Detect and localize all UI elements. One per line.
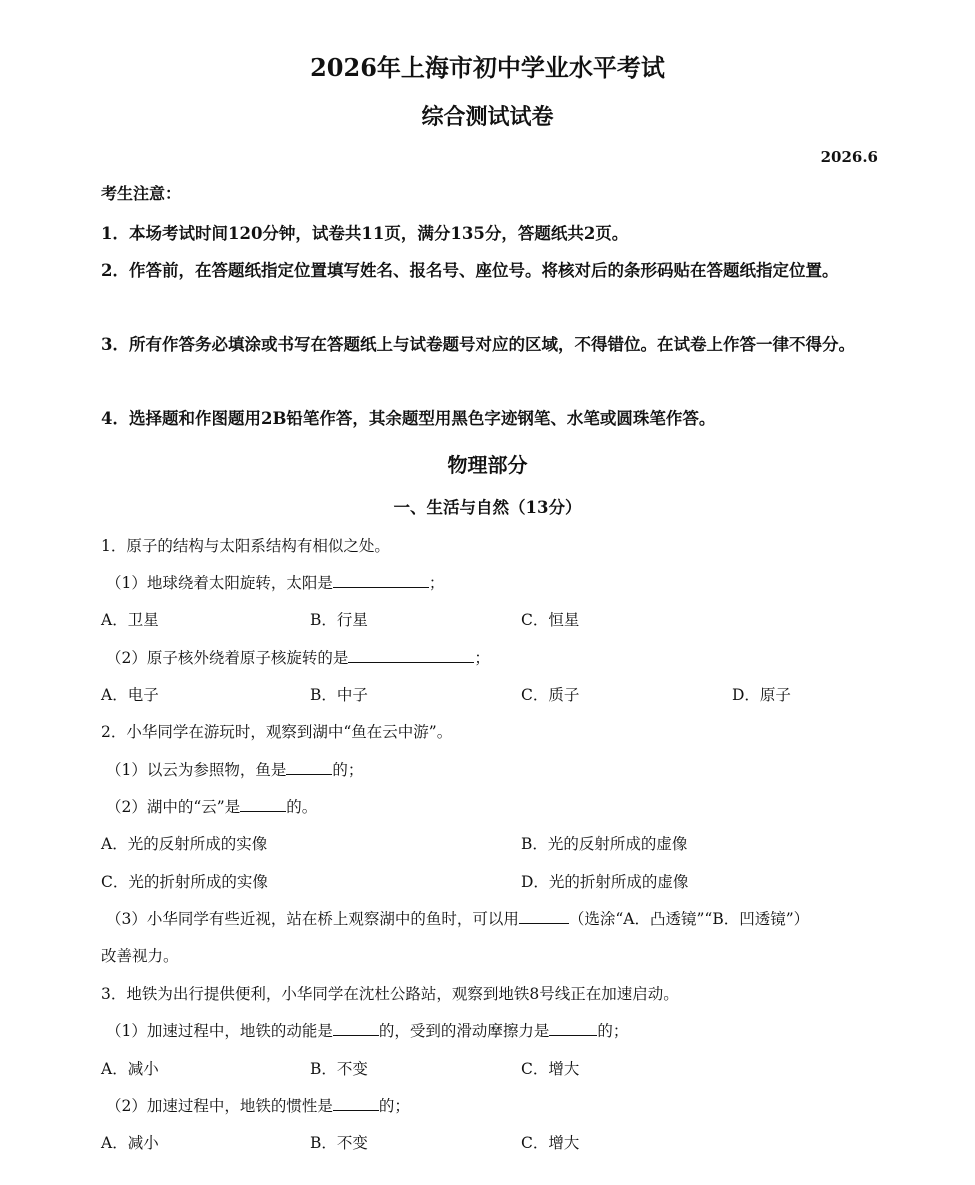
- q1-part2: [106, 646, 490, 668]
- q3-part1-mid: 的，受到的滑动摩擦力是: [378, 1022, 550, 1040]
- q3-part2-option-b: B．不变: [310, 1134, 368, 1152]
- notice-item-2: 2．作答前，在答题纸指定位置填写姓名、报名号、座位号。将核对后的条形码贴在答题纸指定位置。: [101, 261, 839, 280]
- q2-option-d: D．光的折射所成的虚像: [521, 873, 689, 891]
- answer-blank[interactable]: [240, 795, 286, 812]
- q3-part1: [106, 1019, 628, 1041]
- q2-part3-text: （3）小华同学有些近视，站在桥上观察湖中的鱼时，可以用: [106, 910, 519, 928]
- notice-heading: 考生注意：: [101, 184, 182, 203]
- q3-part2: [106, 1094, 410, 1116]
- notice-item-1: 1．本场考试时间120分钟，试卷共11页，满分135分，答题纸共2页。: [101, 224, 629, 243]
- answer-blank[interactable]: [286, 758, 332, 775]
- exam-subtitle: 综合测试试卷: [421, 104, 554, 130]
- q3-part1-option-c: C．增大: [521, 1060, 580, 1078]
- q1-part1-option-c: C．恒星: [521, 611, 580, 629]
- q3-part1-option-b: B．不变: [310, 1060, 368, 1078]
- q3-part1-option-a: A．减小: [101, 1060, 159, 1078]
- q1-part2-option-a: A．电子: [101, 686, 159, 704]
- q2-option-a: A．光的反射所成的实像: [101, 835, 268, 853]
- q1-stem: 1．原子的结构与太阳系结构有相似之处。: [101, 537, 390, 555]
- q3-part1-end: 的；: [597, 1022, 629, 1040]
- q1-part1-option-a: A．卫星: [101, 611, 159, 629]
- q2-part3-end: （选涂“A．凸透镜”“B．凹透镜”）: [568, 910, 810, 928]
- q2-part1-end: 的；: [332, 761, 364, 779]
- q1-part2-text: （2）原子核外绕着原子核旋转的是: [106, 649, 349, 667]
- exam-date: 2026.6: [820, 148, 878, 166]
- q3-part2-end: 的；: [378, 1097, 410, 1115]
- q2-stem: 2．小华同学在游玩时，观察到湖中“鱼在云中游”。: [101, 723, 453, 741]
- q3-part2-option-c: C．增大: [521, 1134, 580, 1152]
- answer-blank[interactable]: [333, 1019, 379, 1036]
- q2-part1: [106, 758, 363, 780]
- answer-blank[interactable]: [348, 646, 474, 663]
- answer-blank[interactable]: [333, 1094, 379, 1111]
- q1-part2-option-b: B．中子: [310, 686, 368, 704]
- q1-part1-option-b: B．行星: [310, 611, 368, 629]
- q1-part2-option-d: D．原子: [732, 686, 791, 704]
- q2-option-c: C．光的折射所成的实像: [101, 873, 268, 891]
- q1-part1-end: ；: [428, 574, 445, 592]
- exam-title: 2026年上海市初中学业水平考试: [310, 53, 665, 82]
- q1-part2-end: ；: [474, 649, 490, 667]
- q2-option-b: B．光的反射所成的虚像: [521, 835, 688, 853]
- q1-part1: [106, 571, 444, 593]
- q3-stem: 3．地铁为出行提供便利，小华同学在沈杜公路站，观察到地铁8号线正在加速启动。: [101, 985, 679, 1003]
- q1-part2-option-c: C．质子: [521, 686, 580, 704]
- q2-part3-continuation: 改善视力。: [101, 947, 179, 965]
- q1-part1-text: （1）地球绕着太阳旋转，太阳是: [106, 574, 333, 592]
- q2-part2-end: 的。: [286, 798, 318, 816]
- answer-blank[interactable]: [549, 1019, 597, 1036]
- q2-part2-text: （2）湖中的“云”是: [106, 798, 241, 816]
- q3-part2-option-a: A．减小: [101, 1134, 159, 1152]
- q2-part1-text: （1）以云为参照物，鱼是: [106, 761, 287, 779]
- notice-item-3: 3．所有作答务必填涂或书写在答题纸上与试卷题号对应的区域，不得错位。在试卷上作答一律不得分。: [101, 335, 855, 354]
- answer-blank[interactable]: [333, 571, 429, 588]
- q3-part2-text: （2）加速过程中，地铁的惯性是: [106, 1097, 333, 1115]
- section-title: 物理部分: [447, 453, 528, 477]
- notice-item-4: 4．选择题和作图题用2B铅笔作答，其余题型用黑色字迹钢笔、水笔或圆珠笔作答。: [101, 409, 716, 428]
- q3-part1-text: （1）加速过程中，地铁的动能是: [106, 1022, 333, 1040]
- q2-part3: [106, 907, 809, 929]
- answer-blank[interactable]: [519, 907, 569, 924]
- q2-part2: [106, 795, 317, 817]
- section-subtitle: 一、生活与自然（13分）: [393, 498, 582, 517]
